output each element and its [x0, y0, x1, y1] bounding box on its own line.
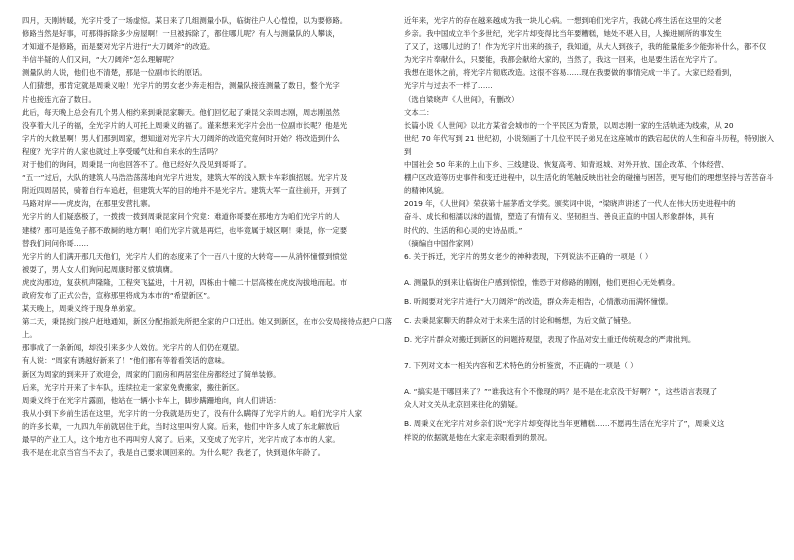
left-text-line: 最早的产业工人，这个地方也不再叫穷人窝了。后来，又变成了光字片，光字片成了本市的人家。 [22, 435, 340, 444]
left-text-line: 人们猜想，那肯定就是周秉义啦！光字片的男女老少奔走相告，测量队接连测量了数日，整个光字 [22, 81, 340, 91]
right-text-line: 光字片与过去不一样了…… [404, 81, 493, 91]
right-text-line: 为光字片奉献什么，只要能，我都会献给大家的，当然了，我这一回来，也是要生活在光字片了。 [404, 55, 722, 65]
right-text-line: 乡亲。我中国成立半个多世纪，光字片却变得比当年要糟糕，她处不堪入目，人操进厕所的事发生 [404, 29, 722, 39]
right-text-line: A. 测量队的到来让临街住户感到惊惶，惟恐于对修路的刚刚，他们更担心无处栖身。 [404, 277, 680, 287]
left-column [22, 14, 392, 459]
left-text-line: 修路当然是好事，可那得拆除多少房屋啊！一旦被拆除了，都住哪儿呢？有人与测量队的人攀谈， [22, 29, 340, 39]
left-text-line: 那事成了一条新闻，却没引来多少人效仿。光字片的人们仍在观望。 [22, 343, 244, 353]
right-text-line: 棚户区改造等历史事件和变迁进程中，以生活化的笔触反映出社会的碰撞与困苦，更写他们的理想坚持与苦苦奋斗 [404, 173, 774, 183]
left-text-line: 光字片的人们满开那几天他们，光字片人们的态度来了个一百八十度的大转弯——从消怀憧憬到愤觉 [22, 251, 348, 261]
right-text-line: 时代的、生活的和心灵的史诗品质。” [404, 225, 523, 235]
left-text-line: 没享着大儿子的福，全光字片的人可托上周秉义的福了。谨来想来光字片会出一位副市长呢？他是光 [22, 120, 348, 130]
right-text-line: C. 去秉昆家聊天的群众对于未来生活的讨论和畅想，为后文做了铺垫。 [404, 315, 636, 325]
spacer [404, 346, 774, 359]
right-text-line: 6. 关于拆迁，光字片的男女老少的神种表现，下列说法不正确的一项是（ ） [404, 251, 653, 261]
left-text-line: 四月，天刚转暖，光字片受了一场虚惊。某日来了几组测量小队，临街往户人心惶惶，以为要修路。 [22, 16, 348, 25]
right-column [404, 14, 774, 444]
left-text-line: 后来，光字片开来了卡车队，连续拉走一家家免费搬家，搬往新区。 [22, 382, 244, 392]
left-text-line: 光字片的人们疑惑极了，一拨拨一拨到周秉昆家问个究竟：难道你哥要在那地方为咱们光字片的人 [22, 212, 340, 222]
right-text-line: （选自梁晓声《人世间》，有删改） [404, 94, 519, 104]
spacer [404, 263, 774, 276]
left-text-line: 才知道不是修路，而是要对光字片进行“大刀阔斧”的改造。 [22, 42, 215, 52]
left-text-line: 被耍了，男人女人们询问起周康时都义愤填膺。 [22, 264, 178, 274]
left-text-line: 我从小到下乡前生活在这里，光字片的一分我就是历史了，没有什么瞒得了光字片的人。咱们光字片人家 [22, 408, 362, 418]
left-text-line: 的许多长辈，一九四九年前就居住于此，当时这里叫穷人窝。后来，他们中许多人成了东北解放后 [22, 421, 340, 431]
right-text-line: 近年来，光字片的存在越来越成为我一块儿心病。一想到咱们光字片，我就心疼生活在这里的父老 [404, 16, 722, 25]
left-text-line: 我不是在北京当官当不去了，我是自己要求调回来的。为什么呢？我老了，快到退休年龄了。 [22, 448, 326, 458]
left-text-line: 周秉义终于在光字片露面，他站在一辆小卡车上，脚步蹒跚地向，向人们讲话： [22, 395, 281, 405]
right-text-line: 长篇小说《人世间》以北方某省会城市的一个平民区为背景，以周志刚一家的生活轨迹为线索，从 20 [404, 120, 734, 130]
right-text-line: 样说的依据就是他在大家走亲眼看到的景况。 [404, 432, 552, 442]
spacer [404, 372, 774, 385]
left-text-line: 马路对岸——虎皮沟，在那里安营扎寨。 [22, 199, 156, 209]
left-text-line: 新区为周家的到来开了欢迎会，周家的门面房和两居室住房都经过了简单装修。 [22, 369, 281, 379]
left-text-line: 此后，每天晚上总会有几个男人相约来到秉昆家聊天。他们回忆起了秉昆父亲周志刚，周志刚虽然 [22, 107, 340, 117]
left-text-line: 程度？光字片的人家也就过上享受暖气灶和自来水的生活吗？ [22, 146, 222, 156]
right-text-line: 世纪 70 年代写到 21 世纪初，小说刻画了十几位平民子弟兄在这座城市的跌宕起伏的人生和奋斗历程，特别嵌入到 [404, 133, 774, 156]
right-text-line: （摘编自中国作家网） [404, 238, 478, 248]
right-text-line: 奋斗、成长和相濡以沫的温情，塑造了有情有义、坚韧担当、善良正直的中国人形象群体，具有 [404, 212, 715, 222]
right-text-line: 7. 下列对文本一相关内容和艺术特色的分析鉴赏，不正确的一项是（ ） [404, 361, 638, 371]
right-text-line: 的精神风貌。 [404, 186, 449, 196]
left-text-line: 有人说：“周家有诱越好新来了！”他们都有等着看笑话的意味。 [22, 356, 230, 366]
left-text-line: 附近四周居民，骑着自行车追赶，但建筑大军的目的地并不是光字片。建筑大军一直往前开，开到了 [22, 186, 348, 196]
right-text-line: B. 听闻要对光字片进行“大刀阔斧”的改造，群众奔走相告，心情激动而满怀憧憬。 [404, 296, 673, 306]
left-text-line: “五一”过后，大队的建筑人马浩浩荡荡地向光字片进发，建筑大军的浅入默卡车彩旗招展。光字片及 [22, 173, 348, 183]
right-text-line: 众人对文关从北京回来往化的猜疑。 [404, 400, 523, 410]
left-text-line: 片也接连亢奋了数日。 [22, 94, 96, 104]
left-text-line: 虎皮沟那边，复获机声隆隆，工程突飞猛进，十月初，四栋由十幢二十层高楼在虎皮沟拔地而起。市 [22, 277, 348, 287]
left-text-line: 第二天，秉昆挨门挨户赶地通知，新区分配指派先所把全家的户口迁出。她又到新区，在市公安局接待点把户口落上。 [22, 317, 392, 340]
left-text-line: 替我们问问你哥…… [22, 238, 89, 248]
left-text-line: 测量队的人说，他们也不清楚，那是一位副市长的原话。 [22, 68, 207, 78]
left-text-line: 半信半疑的人们又问，“大刀阔斧”怎么理解呢？ [22, 55, 178, 65]
left-text-line: 某天晚上，周秉义终于现身单弟家。 [22, 304, 141, 314]
left-text-line: 字片的大救星啊！男人们那到周家，想知道对光字片大刀阔斧的改造究竟何时开始？将改造到什么 [22, 133, 340, 143]
right-text-line: D. 光字片群众对搬迁到新区的问题持观望，表现了作品对安土重迁传统观念的严肃批判。 [404, 335, 696, 345]
right-text-line: 了又了，这哪儿过的了！作为光字片出来的孩子，我知道，从大人到孩子，我的能量能多少能弥补什么，都不仅 [404, 42, 767, 52]
right-text-line: 2019 年，《人世间》荣获第十届茅盾文学奖。颁奖词中说，“梁晓声讲述了一代人在伟大历史进程中的 [404, 199, 736, 209]
right-text-line: 中国社会 50 年来的上山下乡、三线建设、恢复高考、知青返城、对外开放、国企改革、个体经营、 [404, 160, 729, 170]
right-text-line: A. “搞实是干哪回来了？”“谁我这有个不像现的吗？是不是在北京没干好啊？”，这些语言表现了 [404, 387, 718, 397]
right-text-line: 文本二： [404, 107, 434, 117]
right-text-line: B. 周秉义在光字片对乡亲们说“光字片却变得比当年更糟糕……不愿再生活在光字片了”，周秉义这 [404, 419, 725, 429]
left-text-line: 政府发布了正式公告，宣称那里将成为本市的“希望新区”。 [22, 290, 215, 300]
left-text-line: 对于他们的询问，周秉昆一向也回答不了。他已经好久没见到哥哥了。 [22, 160, 252, 170]
right-text-line: 我想在退休之前，将光字片彻底改造。这很不容易……现在我要做的事情完成一半了。大家已经看到， [404, 68, 737, 78]
left-text-line: 建楼？那可是连兔子都不敢屙的地方啊！咱们光字片就是再烂，也毕竟属于城区啊！秉昆，你一定要 [22, 225, 348, 235]
